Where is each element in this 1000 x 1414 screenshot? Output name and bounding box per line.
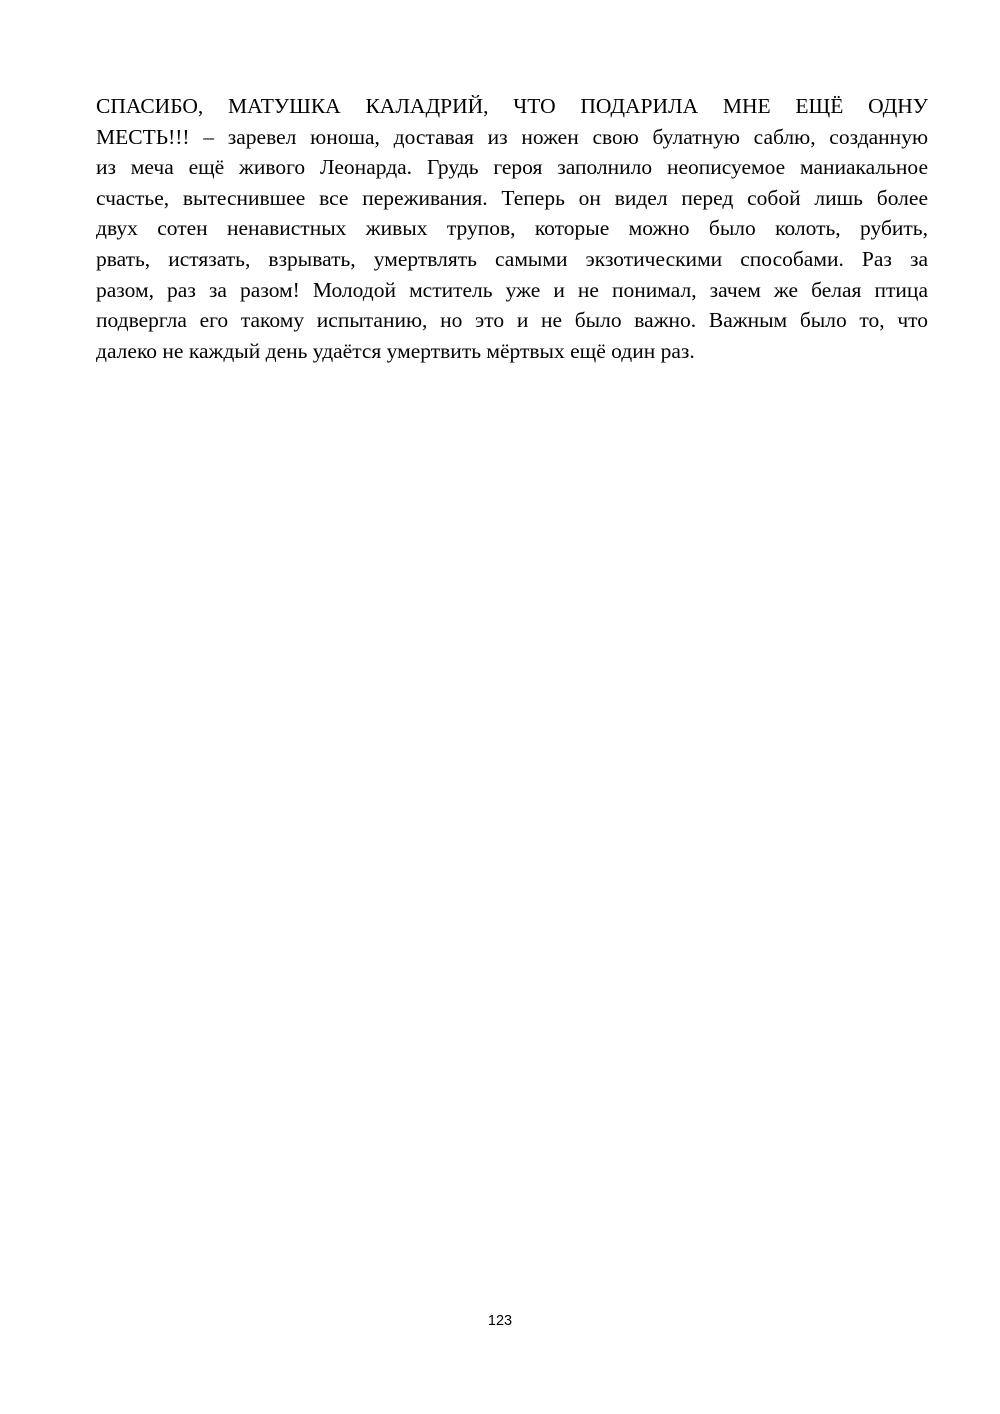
paragraph-line: из меча ещё живого Леонарда. Грудь героя заполнило неописуемое маниакальное xyxy=(96,155,928,180)
paragraph-line: рвать, истязать, взрывать, умертвлять самыми экзотическими способами. Раз за xyxy=(96,246,928,271)
paragraph-line: разом, раз за разом! Молодой мститель уже и не понимал, зачем же белая птица xyxy=(96,277,928,302)
paragraph-line: далеко не каждый день удаётся умертвить мёртвых ещё один раз. xyxy=(96,338,695,363)
paragraph-line: двух сотен ненавистных живых трупов, которые можно было колоть, рубить, xyxy=(96,216,928,241)
paragraph-line: подвергла его такому испытанию, но это и не было важно. Важным было то, что xyxy=(96,308,928,333)
paragraph-line: СПАСИБО, МАТУШКА КАЛАДРИЙ, ЧТО ПОДАРИЛА МНЕ ЕЩЁ ОДНУ xyxy=(96,94,928,118)
page-number: 123 xyxy=(487,1313,513,1329)
paragraph-line: МЕСТЬ!!! – заревел юноша, доставая из ножен свою булатную саблю, созданную xyxy=(96,124,928,149)
paragraph-line: счастье, вытеснившее все переживания. Теперь он видел перед собой лишь более xyxy=(96,185,928,210)
body-paragraph xyxy=(96,91,928,366)
